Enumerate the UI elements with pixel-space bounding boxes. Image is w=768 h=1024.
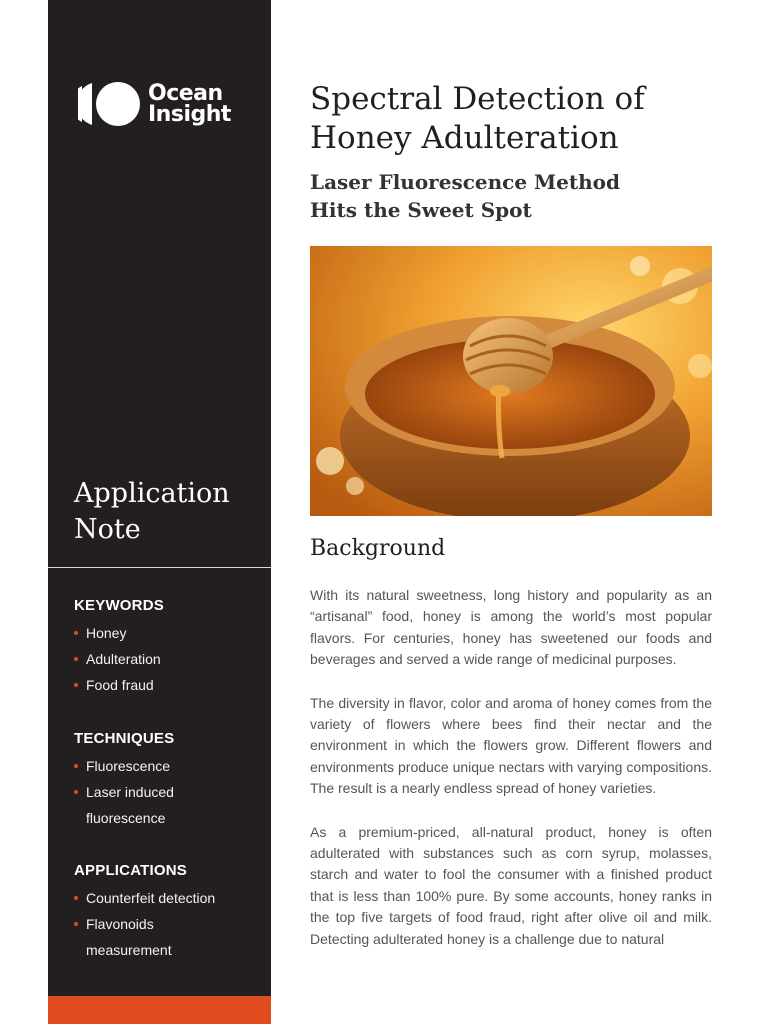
document-type-line-2: Note xyxy=(74,514,141,545)
list-item: measurement xyxy=(86,942,172,958)
page-subtitle-line-2: Hits the Sweet Spot xyxy=(310,198,532,222)
list-item: Laser induced xyxy=(74,779,174,805)
list-item: Honey xyxy=(74,620,164,646)
background-heading: Background xyxy=(310,536,446,561)
brand-name xyxy=(148,83,231,125)
applications-section xyxy=(74,862,215,963)
page-title xyxy=(310,80,720,158)
list-item: fluorescence xyxy=(86,810,166,826)
keywords-list xyxy=(74,620,164,698)
paragraph: As a premium-priced, all-natural product, honey is often adulterated with substances such as corn syrup, molasses, starch and water to fool the consumer with a finished product that is less than 100% pure. By some accounts, honey ranks in the top five targets of food fraud, right after olive oil and milk. Detecting adulterated honey is a challenge due to natural xyxy=(310,823,712,947)
keywords-section xyxy=(74,597,164,698)
page-title-line-1: Spectral Detection of xyxy=(310,81,645,117)
page-subtitle xyxy=(310,168,620,224)
list-item: Counterfeit detection xyxy=(74,885,215,911)
list-item: Food fraud xyxy=(74,672,164,698)
honey-dipper-illustration xyxy=(310,246,712,516)
sidebar xyxy=(48,0,271,1024)
ocean-insight-logo-icon xyxy=(78,80,142,128)
honey-hero-image xyxy=(310,246,712,516)
sidebar-divider xyxy=(48,567,271,568)
brand-line-1: Ocean xyxy=(148,81,223,106)
sidebar-footer-bar xyxy=(48,996,271,1024)
keywords-heading: KEYWORDS xyxy=(74,597,164,614)
brand-logo xyxy=(78,80,231,128)
list-item: Adulteration xyxy=(74,646,164,672)
list-item: Fluorescence xyxy=(74,753,174,779)
techniques-list xyxy=(74,753,174,831)
page-subtitle-line-1: Laser Fluorescence Method xyxy=(310,170,620,194)
document-type xyxy=(74,476,230,548)
applications-heading: APPLICATIONS xyxy=(74,862,187,879)
applications-list xyxy=(74,885,215,963)
techniques-section xyxy=(74,730,174,831)
document-type-line-1: Application xyxy=(74,478,230,509)
list-item: Flavonoids xyxy=(74,911,215,937)
page-title-line-2: Honey Adulteration xyxy=(310,120,619,156)
background-body xyxy=(310,585,712,972)
techniques-heading: TECHNIQUES xyxy=(74,730,175,747)
paragraph: The diversity in flavor, color and aroma of honey comes from the variety of flowers where bees find their nectar and the environment in which the flowers grow. Different flowers and environments produce unique nectars with varying compositions. The result is a nearly endless spread of honey varieties. xyxy=(310,694,712,797)
paragraph: With its natural sweetness, long history and popularity as an “artisanal” food, honey is among the world’s most popular flavors. For centuries, honey has sweetened our foods and beverages and served a wide range of medicinal purposes. xyxy=(310,587,712,668)
brand-line-2: Insight xyxy=(148,102,231,127)
